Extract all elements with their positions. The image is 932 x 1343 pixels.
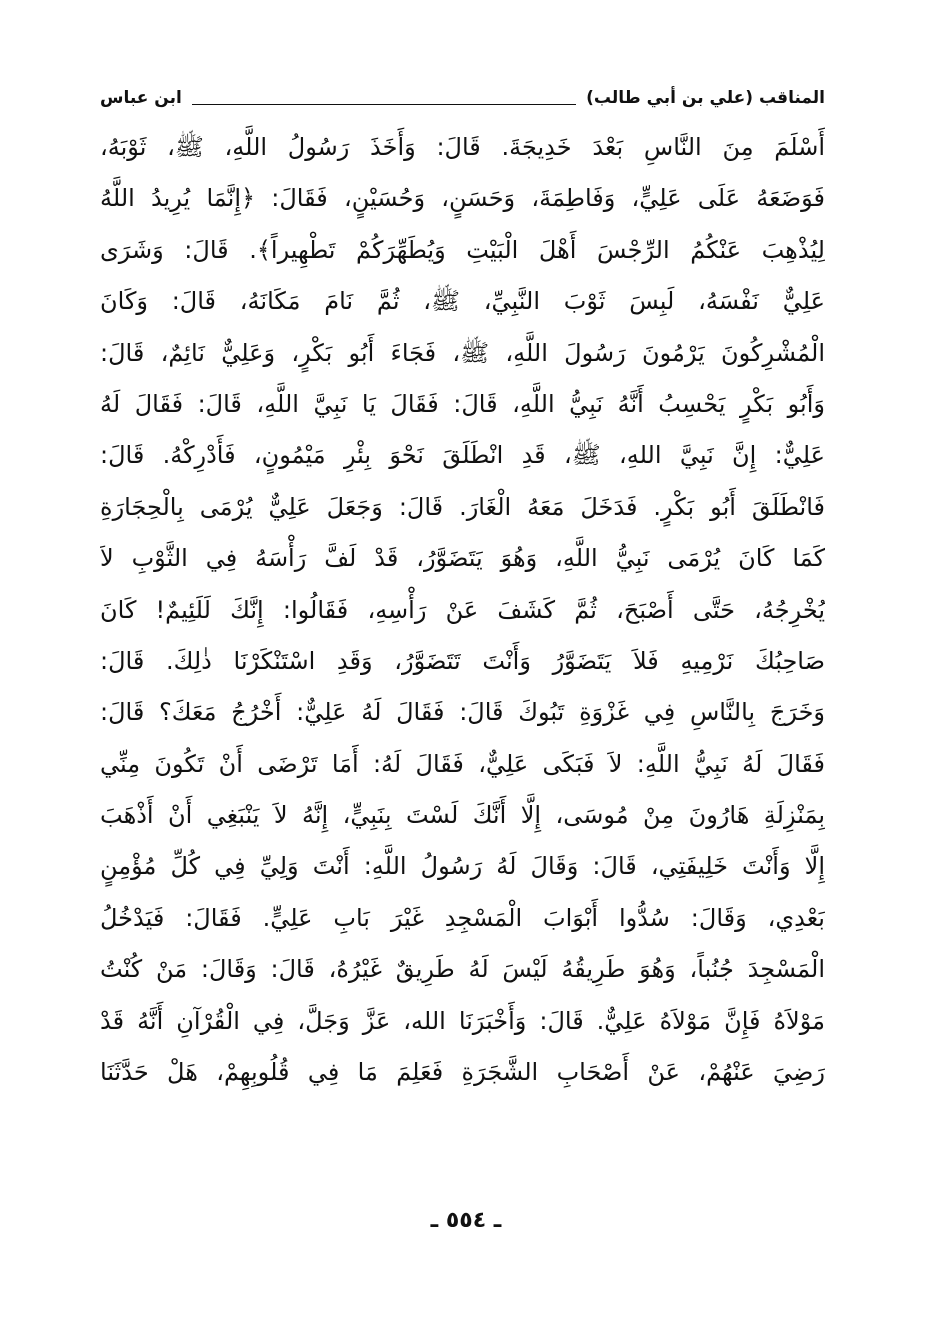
text-line: لِيُذْهِبَ عَنْكُمُ الرِّجْسَ أَهْلَ الْبَيْتِ وَيُطَهِّرَكُمْ تَطْهِيراً﴾. قَالَ: وَشَرَى xyxy=(100,235,825,264)
text-line: بِمَنْزِلَةِ هَارُونَ مِنْ مُوسَى، إِلَّا أَنَّكَ لَسْتَ بِنَبِيٍّ، إِنَّهُ لاَ يَنْبَغِي أَنْ أَذْهَبَ xyxy=(100,801,825,830)
text-line: كَمَا كَانَ يُرْمَى نَبِيُّ اللَّهِ، وَهُوَ يَتَضَوَّرُ، قَدْ لَفَّ رَأْسَهُ فِي الثَّوْبِ لاَ xyxy=(100,544,825,573)
header-rule xyxy=(192,104,576,105)
text-line: رَضِيَ عَنْهُمْ، عَنْ أَصْحَابِ الشَّجَرَةِ فَعَلِمَ مَا فِي قُلُوبِهِمْ، هَلْ حَدَّثَنَا xyxy=(100,1058,825,1087)
section-title: ابن عباس xyxy=(100,88,182,108)
text-line: فَانْطَلَقَ أَبُو بَكْرٍ. فَدَخَلَ مَعَهُ الْغَارَ. قَالَ: وَجَعَلَ عَلِيٌّ يُرْمَى بِالْحِجَارَةِ xyxy=(100,492,825,521)
text-line: عَلِيٌّ: إِنَّ نَبِيَّ اللهِ، ﷺ، قَدِ انْطَلَقَ نَحْوَ بِئْرِ مَيْمُونٍ، فَأَدْرِكْهُ. قَالَ: xyxy=(100,441,825,470)
page-number: ـ ٥٥٤ ـ xyxy=(430,1208,502,1233)
text-line: بَعْدِي، وَقَالَ: سُدُّوا أَبْوَابَ الْمَسْجِدِ غَيْرَ بَابِ عَلِيٍّ. فَقَالَ: فَيَدْخُلُ xyxy=(100,903,825,932)
text-line: فَوَضَعَهُ عَلَى عَلِيٍّ، وَفَاطِمَةَ، وَحَسَنٍ، وَحُسَيْنٍ، فَقَالَ: ﴿إِنَّمَا يُرِيدُ اللَّهُ xyxy=(100,184,825,213)
book-title: المناقب (علي بن أبي طالب) xyxy=(586,88,825,108)
text-line: عَلِيٌّ نَفْسَهُ، لَبِسَ ثَوْبَ النَّبِيِّ، ﷺ، ثُمَّ نَامَ مَكَانَهُ، قَالَ: وَكَانَ xyxy=(100,287,825,316)
text-line: وَخَرَجَ بِالنَّاسِ فِي غَزْوَةِ تَبُوكَ قَالَ: فَقَالَ لَهُ عَلِيٌّ: أَخْرُجُ مَعَكَ؟ قَالَ: xyxy=(100,698,825,727)
text-line: الْمُشْرِكُونَ يَرْمُونَ رَسُولَ اللَّهِ، ﷺ، فَجَاءَ أَبُو بَكْرٍ، وَعَلِيٌّ نَائِمٌ، قَالَ: xyxy=(100,338,825,367)
text-line: إِلَّا وَأَنْتَ خَلِيفَتِي، قَالَ: وَقَالَ لَهُ رَسُولُ اللَّهِ: أَنْتَ وَلِيِّ فِي كُلِّ مُؤْمِنٍ xyxy=(100,852,825,881)
body-text xyxy=(100,122,825,1098)
text-line: مَوْلاَهُ فَإِنَّ مَوْلاَهُ عَلِيٌّ. قَالَ: وَأَخْبَرَنَا الله، عَزَّ وَجَلَّ، فِي الْقُرْآنِ أَنَّهُ قَدْ xyxy=(100,1006,825,1035)
running-header xyxy=(100,84,825,112)
text-line: الْمَسْجِدَ جُنُباً، وَهُوَ طَرِيقُهُ لَيْسَ لَهُ طَرِيقٌ غَيْرُهُ، قَالَ: وَقَالَ: مَنْ كُنْتُ xyxy=(100,955,825,984)
text-line: فَقَالَ لَهُ نَبِيُّ اللَّهِ: لاَ فَبَكَى عَلِيٌّ، فَقَالَ لَهُ: أَمَا تَرْضَى أَنْ تَكُونَ مِنِّي xyxy=(100,749,825,778)
text-line: يُخْرِجُهُ، حَتَّى أَصْبَحَ، ثُمَّ كَشَفَ عَنْ رَأْسِهِ، فَقَالُوا: إِنَّكَ لَلَئِيمٌ! كَانَ xyxy=(100,595,825,624)
text-line: أَسْلَمَ مِنَ النَّاسِ بَعْدَ خَدِيجَةَ. قَالَ: وَأَخَذَ رَسُولُ اللَّهِ، ﷺ، ثَوْبَهُ، xyxy=(100,133,825,161)
text-line: وَأَبُو بَكْرٍ يَحْسِبُ أَنَّهُ نَبِيُّ اللَّهِ، قَالَ: فَقَالَ يَا نَبِيَّ اللَّهِ، قَالَ: فَقَالَ لَهُ xyxy=(100,389,825,418)
text-line: صَاحِبُكَ نَرْمِيهِ فَلاَ يَتَضَوَّرُ وَأَنْتَ تَتَضَوَّرُ، وَقَدِ اسْتَنْكَرْنَا ذٰلِكَ. قَالَ: xyxy=(100,646,825,675)
